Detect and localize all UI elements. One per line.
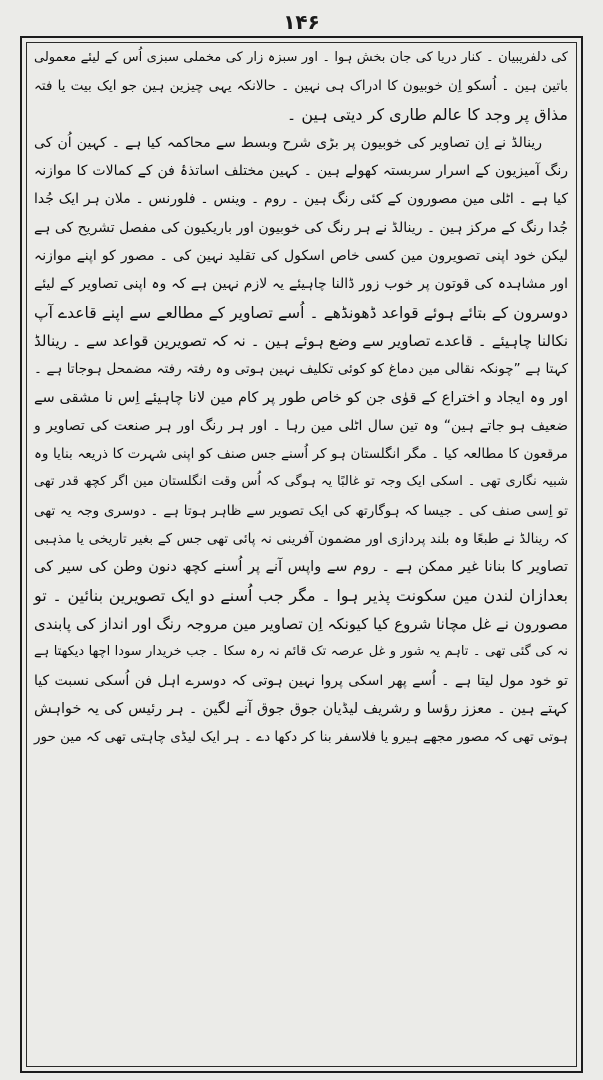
text-line: کہتے ہین ۔ معزز رؤسا و رشریف لیڈیان جوق جوق آنے لگین ۔ ہر رئیس کی یہ خواہش bbox=[34, 700, 568, 717]
text-line: لیکن خود اپنی تصویرون مین کسی خاص اسکول کی تقلید نہین کی ۔ مصور کو اپنے موازنہ bbox=[34, 248, 568, 265]
text-line: ہوتی تھی کہ مصور مجھے ہیرو یا فلاسفر بنا کر دکھا دے ۔ ہر ایک لیڈی چاہتی تھی کہ مین حور bbox=[34, 729, 568, 746]
text-line: تو خود مول لیتا ہے ۔ اُسے پھر اسکی پروا نہین ہوتی کہ دوسرے اہل فن اُسکی نسبت کیا bbox=[34, 672, 568, 689]
page-number: ۱۴۶ bbox=[283, 10, 320, 34]
text-line: نکالنا چاہیئے ۔ قاعدے تصاویر سے وضع ہوئے ہین ۔ نہ کہ تصویرین قواعد سے ۔ رینالڈ bbox=[34, 331, 568, 350]
text-line: اور مشاہدہ کی قوتون پر خوب زور ڈالنا چاہیئے یہ لازم نہین ہے کہ وہ اپنی تصاویر کے لیئے bbox=[34, 276, 568, 293]
text-line: کہتا ہے ”چونکہ نقالی مین دماغ کو کوئی تکلیف نہین ہوتی وہ رفتہ رفتہ مضمحل ہوجاتا ہے ۔ bbox=[34, 361, 568, 378]
text-line: بعدازان لندن مین سکونت پذیر ہوا ۔ مگر جب اُسنے دو ایک تصویرین بنائین ۔ تو bbox=[34, 585, 568, 605]
text-line: مذاق پر وجد کا عالم طاری کر دیتی ہین ۔ bbox=[286, 104, 568, 124]
text-line: رنگ آمیزیون کے اسرار سربستہ کھولے ہین ۔ کہین مختلف اساتذۂ فن کے کمالات کا موازنہ bbox=[34, 163, 568, 180]
text-line: مصورون نے غل مچانا شروع کیا کیونکہ اِن تصاویر مین مروجہ رنگ اور انداز کی پابندی bbox=[34, 614, 568, 633]
text-line: کیا ہے ۔ اٹلی مین مصورون کے کئی رنگ ہین ۔ روم ۔ وینس ۔ فلورنس ۔ ملان ہر ایک جُدا bbox=[34, 191, 568, 208]
text-line: ضعیف ہو جاتے ہین“ وہ تین سال اٹلی مین رہا ۔ اور ہر رنگ اور ہر صنعت کی تصاویر و bbox=[34, 417, 568, 434]
text-line: اور وہ ایجاد و اختراع کے قوٰی جن کو خاص طور پر کام مین لانا چاہیئے اِس نا مشقی سے bbox=[34, 389, 568, 406]
text-line: تو اِسی صنف کی ۔ جیسا کہ ہوگارتھ کی ایک تصویر سے ظاہر ہوتا ہے ۔ دوسری وجہ یہ تھی bbox=[34, 502, 568, 519]
text-line: شبیہ نگاری تھی ۔ اسکی ایک وجہ تو غالبًا یہ ہوگی کہ اُس وقت انگلستان مین اگر کچھ قدر تھی bbox=[34, 474, 568, 490]
text-line: باتین ہین ۔ اُسکو اِن خوبیون کا ادراک ہی نہین ۔ حالانکہ یہی چیزین ہین جو ایک بیت یا فتہ bbox=[34, 78, 568, 95]
text-line: جُدا رنگ کے مرکز ہین ۔ رینالڈ نے ہر رنگ کی خوبیون اور باریکیون کی مفصل تشریح کی ہے bbox=[34, 219, 568, 236]
text-line: کہ رینالڈ نے طبعًا وہ بلند پردازی اور مضمون آفرینی نہ پائی تھی جس کے بغیر تاریخی یا مذہبی bbox=[34, 531, 568, 548]
text-line: دوسرون کے بتائے ہوئے قواعد ڈھونڈھے ۔ اُسے تصاویر کے مطالعے سے اپنے قاعدے آپ bbox=[34, 303, 568, 322]
text-line: نہ کی گئی تھی ۔ تاہم یہ شور و غل عرصہ تک قائم نہ رہ سکا ۔ جب خریدار سودا اچھا دیکھتا ہے bbox=[34, 644, 568, 660]
text-line: کی دلفریبیان ۔ کنار دریا کی جان بخش ہوا ۔ اور سبزہ زار کی مخملی سبزی اُس کے لیئے معمولی bbox=[34, 50, 568, 65]
urdu-text-body bbox=[26, 44, 576, 1064]
paragraph-start-line: رینالڈ نے اِن تصاویر کی خوبیون پر بڑی شرح وبسط سے محاکمہ کیا ہے ۔ کہین اُن کی bbox=[34, 134, 542, 151]
text-line: مرقعون کا مطالعہ کیا ۔ مگر انگلستان ہو کر اُسنے جس صنف کو اپنی شہرت کا ذریعہ بنایا وہ bbox=[34, 446, 568, 463]
text-line: تصاویر کا بنانا غیر ممکن ہے ۔ روم سے واپس آنے پر اُسنے کچھ دنون وطن کی سیر کی bbox=[34, 559, 568, 576]
